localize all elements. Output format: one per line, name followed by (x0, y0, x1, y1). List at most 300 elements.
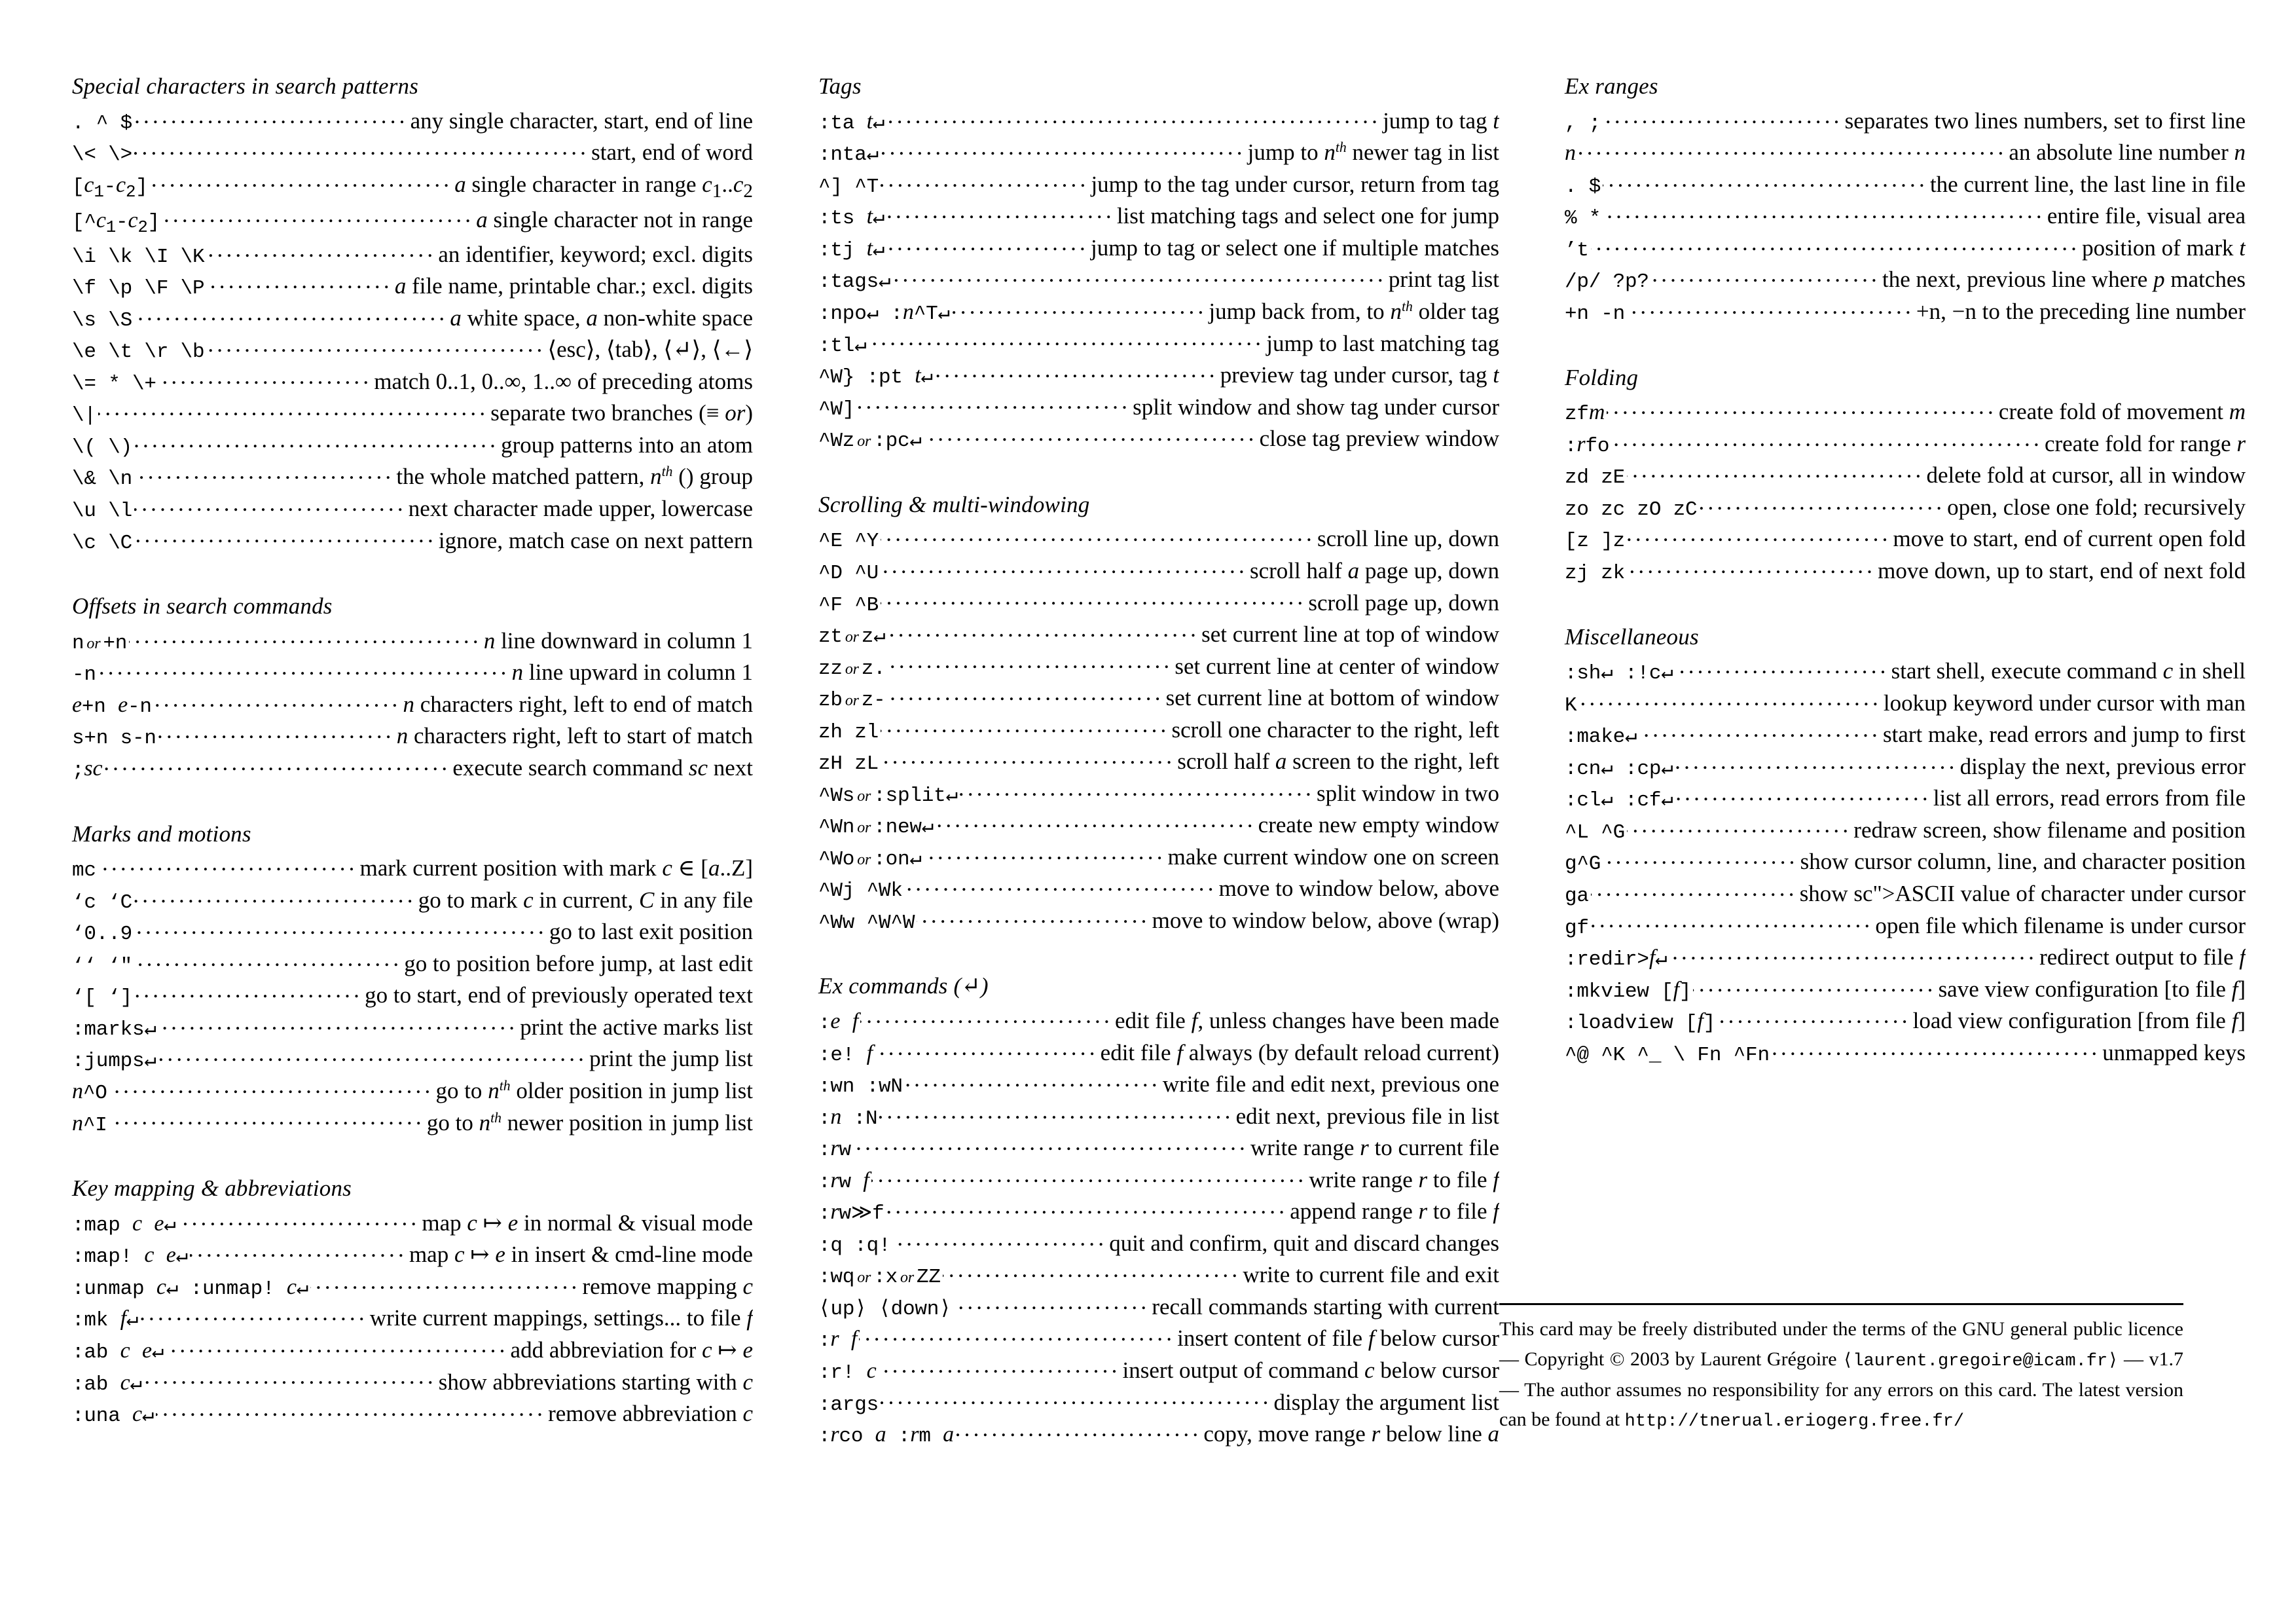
dot-leader (924, 841, 1166, 864)
dot-leader (1603, 200, 2045, 223)
command-entry (818, 328, 1499, 360)
dot-leader (881, 169, 1089, 192)
command-description: group patterns into an atom (501, 432, 753, 458)
dot-leader (886, 105, 1381, 128)
command-entry (818, 392, 1499, 424)
dot-leader (905, 1069, 1161, 1092)
dot-leader (162, 204, 474, 227)
command-keys: \c \C (72, 531, 133, 555)
command-keys: gf (1565, 916, 1589, 940)
dot-leader (144, 1367, 437, 1390)
command-entry (1565, 974, 2246, 1006)
command-keys: ‘c ‘C (72, 891, 133, 914)
command-description: map c ↦ e in insert & cmd-line mode (409, 1242, 753, 1268)
command-description: unmapped keys (2102, 1039, 2246, 1065)
dot-leader (879, 1355, 1121, 1378)
command-description: an absolute line number n (2009, 139, 2246, 166)
command-description: scroll half a page up, down (1249, 557, 1499, 583)
command-entry (1565, 719, 2246, 751)
dot-leader (134, 980, 363, 1003)
command-keys: :e! f (818, 1041, 873, 1067)
dot-leader (888, 651, 1173, 674)
dot-leader (206, 334, 545, 357)
command-keys: :mkview [f] (1565, 977, 1692, 1003)
command-description: jump to $n^{th}$ newer tag in list (1247, 139, 1499, 166)
command-entry (818, 587, 1499, 619)
command-keys: :make↵ (1565, 726, 1637, 749)
dot-leader (1675, 783, 1931, 805)
or-separator: or (857, 433, 871, 451)
command-keys: n or +n (72, 631, 128, 655)
dot-leader (924, 423, 1258, 446)
command-keys: /p/ ?p? (1565, 270, 1649, 294)
command-entry (818, 841, 1499, 874)
command-description: preview tag under cursor, tag t (1220, 362, 1499, 388)
command-keys: g^G (1565, 853, 1601, 876)
command-description: edit file f always (by default reload current) (1100, 1039, 1499, 1065)
command-description: add abbreviation for c ↦ e (510, 1337, 753, 1363)
command-entry (818, 1069, 1499, 1101)
dot-leader (917, 905, 1150, 928)
dot-leader (134, 461, 394, 484)
dot-leader (134, 430, 499, 452)
command-keys: :args (818, 1393, 879, 1416)
command-description: move down, up to start, end of next fold (1878, 557, 2246, 583)
command-keys: ga (1565, 885, 1589, 908)
dot-leader (881, 746, 1175, 769)
command-entry (72, 493, 753, 525)
command-keys: ^E ^Y (818, 530, 879, 553)
command-description: open, close one fold; recursively (1947, 494, 2246, 520)
command-entry (1565, 492, 2246, 524)
command-description: print tag list (1388, 267, 1499, 293)
command-entry (1565, 815, 2246, 847)
command-keys: ’t (1565, 238, 1589, 262)
command-description: jump to the tag under cursor, return from tag (1091, 171, 1499, 197)
command-keys: \| (72, 404, 96, 428)
command-keys: ^F ^B (818, 593, 879, 617)
command-description: a file name, printable char.; excl. digits (394, 273, 753, 299)
command-keys: :wn :wN (818, 1075, 903, 1099)
command-entry (818, 1418, 1499, 1450)
command-keys: :rw (818, 1136, 851, 1162)
command-entry (72, 105, 753, 138)
dot-leader (1578, 137, 2007, 160)
command-description: separates two lines numbers, set to first line (1844, 107, 2246, 134)
dot-leader (1591, 878, 1798, 901)
command-description: go to $n^{th}$ newer position in jump list (426, 1109, 753, 1135)
command-keys: :e f (818, 1009, 858, 1035)
command-description: split window in two (1316, 780, 1499, 806)
command-description: start, end of word (591, 139, 753, 166)
dot-leader (1627, 523, 1891, 546)
dot-leader (1639, 719, 1881, 742)
command-description: a single character not in range (476, 206, 753, 232)
command-entry (818, 1355, 1499, 1387)
dot-leader (1669, 942, 2038, 965)
dot-leader (953, 1291, 1150, 1314)
command-description: next character made upper, lowercase (408, 495, 753, 521)
command-entry (72, 625, 753, 657)
command-entry (72, 980, 753, 1012)
command-keys: :ts t↵ (818, 204, 885, 231)
command-entry (1565, 523, 2246, 555)
section-miscellaneous (1565, 623, 2246, 1069)
dot-leader (1603, 169, 1928, 192)
dot-leader (853, 1132, 1248, 1155)
command-entry (72, 169, 753, 204)
command-description: execute search command sc next (452, 754, 753, 781)
section-key-mapping-abbreviations (72, 1174, 753, 1430)
command-description: recall commands starting with current (1152, 1293, 1499, 1320)
command-entry (818, 714, 1499, 747)
author-email: ⟨laurent.gregoire@icam.fr⟩ (1842, 1351, 2119, 1371)
or-separator: or (857, 1269, 871, 1287)
command-entry (72, 1239, 753, 1271)
dot-leader (960, 778, 1315, 801)
command-description: move to start, end of current open fold (1893, 526, 2246, 552)
command-keys: :cn↵ :cp↵ (1565, 757, 1673, 781)
footer-line-3b: — v1.7 — The author assumes no (1499, 1348, 2184, 1401)
command-keys: ^Ws or :split↵ (818, 784, 958, 807)
command-keys: :tl↵ (818, 334, 867, 358)
footer-line-2a: general public licence — Copyright (1499, 1318, 2183, 1370)
footer-line-2b: 2003 by Laurent Grégoire (1624, 1348, 1837, 1370)
command-keys: n^O (72, 1079, 107, 1105)
command-entry (818, 264, 1499, 296)
dot-leader (154, 689, 401, 712)
command-keys: :r f (818, 1327, 858, 1353)
section-scrolling-multi-windowing (818, 490, 1499, 937)
command-keys: :wq or :x or ZZ (818, 1266, 941, 1289)
command-description: display the argument list (1273, 1389, 1499, 1415)
command-entry (72, 1335, 753, 1367)
command-entry (72, 657, 753, 689)
command-description: go to mark c in current, C in any file (418, 887, 753, 913)
command-description: +n, −n to the preceding line number (1916, 298, 2246, 324)
command-description: any single character, start, end of line (410, 107, 753, 134)
command-description: copy, move range r below line a (1203, 1421, 1499, 1447)
section-title: Scrolling & multi-windowing (818, 491, 1090, 517)
command-description: open file which filename is under cursor (1875, 912, 2246, 938)
command-entry (1565, 137, 2246, 169)
command-keys: \u \l (72, 499, 133, 523)
command-keys: zd zE (1565, 466, 1626, 490)
command-description: go to last exit position (549, 919, 753, 945)
command-description: write range r to current file (1250, 1135, 1499, 1161)
command-keys: \s \S (72, 308, 133, 332)
command-keys: :nta↵ (818, 143, 879, 167)
dot-leader (206, 270, 392, 293)
command-keys: -n (72, 663, 96, 687)
command-entry (1565, 264, 2246, 296)
command-description: go to $n^{th}$ older position in jump list (435, 1078, 753, 1104)
command-keys: ;sc (72, 756, 103, 782)
command-description: scroll one character to the right, left (1171, 716, 1499, 743)
dot-leader (140, 1302, 367, 1325)
command-keys: K (1565, 693, 1577, 717)
dot-leader (935, 360, 1218, 382)
command-entry (72, 239, 753, 271)
command-entry (72, 1043, 753, 1075)
command-entry (72, 366, 753, 398)
card-url[interactable]: http://tnerual.eriogerg.free.fr/ (1624, 1412, 1965, 1432)
command-entry (818, 651, 1499, 683)
dot-leader (1627, 555, 1876, 578)
command-keys: :npo↵ :n^T↵ (818, 299, 950, 325)
dot-leader (881, 555, 1248, 578)
command-description: redraw screen, show filename and position (1853, 817, 2246, 843)
command-description: the whole matched pattern, $n^{th}$ () group (396, 464, 753, 490)
command-description: write range r to file f (1309, 1166, 1499, 1192)
command-keys: :mk f↵ (72, 1306, 139, 1333)
command-keys: \( \) (72, 435, 133, 459)
dot-leader (98, 853, 358, 876)
dot-leader (1675, 751, 1958, 774)
command-entry (1565, 232, 2246, 265)
command-keys: ^Wo or :on↵ (818, 847, 922, 871)
command-keys: \= * \+ (72, 372, 156, 396)
dot-leader (859, 1323, 1175, 1346)
section-title: Miscellaneous (1565, 623, 1699, 650)
command-entry (72, 916, 753, 948)
dot-leader (1772, 1037, 2100, 1060)
command-entry (1565, 751, 2246, 783)
footer-line-5a: be found at (1531, 1409, 1625, 1431)
command-entry (818, 1132, 1499, 1164)
section-special-characters-in-search-patterns (72, 72, 753, 557)
dot-leader (158, 1012, 518, 1035)
command-keys: ^W] (818, 397, 855, 421)
command-keys: :ab c e↵ (72, 1338, 164, 1364)
command-keys: :cl↵ :cf↵ (1565, 789, 1673, 813)
command-entry (72, 303, 753, 335)
command-keys: zo zc zO zC (1565, 498, 1698, 521)
section-title: Special characters in search patterns (72, 73, 419, 99)
command-keys: ‘‘ ‘" (72, 954, 133, 978)
dot-leader (1591, 232, 2080, 255)
dot-leader (886, 200, 1114, 223)
command-entry (818, 682, 1499, 714)
command-keys: zH zL (818, 752, 879, 776)
dot-leader (1578, 688, 1882, 710)
command-entry (818, 200, 1499, 232)
dot-leader (881, 714, 1170, 737)
command-entry (818, 1259, 1499, 1291)
command-description: quit and confirm, quit and discard changes (1109, 1230, 1499, 1256)
section-title: Marks and motions (72, 821, 251, 847)
command-keys: :unmap c↵ :unmap! c↵ (72, 1274, 309, 1301)
section-offsets-in-search-commands (72, 592, 753, 784)
command-entry (72, 1075, 753, 1107)
command-description: match 0..1, 0..∞, 1..∞ of preceding atoms (374, 368, 753, 394)
command-keys: :una c↵ (72, 1402, 155, 1428)
dot-leader (881, 137, 1246, 160)
command-description: go to start, end of previously operated text (365, 982, 753, 1008)
command-entry (72, 137, 753, 169)
command-entry (818, 423, 1499, 455)
command-description: jump to tag t (1383, 107, 1499, 134)
dot-leader (98, 657, 510, 680)
command-keys: :marks↵ (72, 1018, 156, 1041)
or-separator: or (845, 629, 859, 646)
section-title: Offsets in search commands (72, 593, 333, 619)
dot-leader (104, 752, 450, 775)
dot-leader (206, 239, 436, 262)
section-folding (1565, 363, 2246, 587)
command-keys: \& \n (72, 468, 133, 491)
footer-line-1: This card may be freely distributed under the terms of the GNU (1499, 1318, 2005, 1340)
command-entry (1565, 783, 2246, 815)
card-column-2 (818, 72, 1499, 1450)
dot-leader (134, 493, 407, 516)
command-entry (1565, 105, 2246, 138)
command-entry (72, 1107, 753, 1139)
footer-divider (1499, 1303, 2183, 1305)
command-description: set current line at bottom of window (1165, 685, 1499, 711)
command-description: show abbreviations starting with c (438, 1369, 753, 1395)
dot-leader (178, 1208, 420, 1230)
command-description: entire file, visual area (2047, 203, 2246, 229)
command-keys: ^@ ^K ^_ \ Fn ^Fn (1565, 1043, 1770, 1067)
command-description: remove mapping c (582, 1273, 753, 1299)
dot-leader (881, 523, 1315, 546)
command-description: move to window below, above (wrap) (1152, 907, 1499, 933)
dot-leader (158, 366, 373, 389)
command-description: edit file f, unless changes have been made (1114, 1008, 1499, 1034)
dot-leader (875, 1037, 1099, 1060)
or-separator: or (845, 692, 859, 710)
command-entry (1565, 910, 2246, 942)
command-keys: :rw f (818, 1168, 869, 1194)
command-entry (72, 752, 753, 784)
command-description: jump back from, to $n^{th}$ older tag (1209, 298, 1499, 324)
or-separator: or (900, 1269, 914, 1287)
command-entry (818, 360, 1499, 392)
dot-leader (856, 392, 1131, 415)
command-entry (818, 873, 1499, 905)
command-keys: $[\^{}c_1-c_2]$ (72, 208, 160, 238)
dot-leader (1627, 460, 1924, 483)
dot-leader (156, 1398, 546, 1421)
command-description: list all errors, read errors from file (1933, 785, 2246, 811)
dot-leader (1603, 105, 1842, 128)
dot-leader (1607, 396, 1997, 419)
command-entry (72, 720, 753, 752)
command-description: the next, previous line where p matches (1882, 267, 2246, 293)
dot-leader (129, 625, 482, 648)
command-keys: :map c e↵ (72, 1211, 176, 1237)
command-keys: ^Ww ^W^W (818, 911, 915, 934)
command-description: show sc">ASCII value of character under cursor (1799, 881, 2246, 907)
dot-leader (134, 105, 409, 128)
command-keys: :ab c↵ (72, 1370, 142, 1396)
dot-leader (860, 1005, 1113, 1028)
command-description: position of mark t (2082, 234, 2246, 261)
command-description: move to window below, above (1218, 876, 1499, 902)
dot-leader (1627, 296, 1914, 319)
command-entry (818, 1164, 1499, 1196)
dot-leader (956, 1418, 1201, 1441)
command-description: save view configuration [to file f] (1938, 976, 2246, 1002)
or-separator: or (857, 787, 871, 805)
command-entry (818, 105, 1499, 138)
command-description: a single character in range $c_1..c_2$ (454, 171, 753, 202)
command-description: set current line at top of window (1201, 621, 1499, 648)
command-entry (72, 397, 753, 430)
command-description: redirect output to file f (2039, 944, 2246, 970)
command-keys: :q :q! (818, 1234, 891, 1257)
or-separator: or (857, 851, 871, 868)
command-entry (818, 778, 1499, 810)
command-entry (818, 1005, 1499, 1037)
command-keys: . ^ $ (72, 111, 133, 135)
command-keys: :redir>f↵ (1565, 946, 1667, 972)
command-description: write current mappings, settings... to file f (369, 1305, 753, 1331)
command-description: remove abbreviation c (548, 1401, 753, 1427)
footer-text (1499, 1314, 2183, 1435)
section-tags (818, 72, 1499, 455)
command-keys: \e \t \r \b (72, 341, 205, 364)
command-description: ignore, match case on next pattern (438, 527, 753, 553)
command-description: map c ↦ e in normal & visual mode (422, 1209, 753, 1236)
dot-leader (158, 720, 395, 743)
command-description: the current line, the last line in file (1929, 171, 2246, 197)
dot-leader (190, 1239, 407, 1262)
command-entry (818, 905, 1499, 937)
command-entry (818, 137, 1499, 169)
command-keys: zj zk (1565, 561, 1626, 585)
command-keys: :rfo (1565, 432, 1610, 458)
command-entry (818, 1291, 1499, 1323)
command-description: write to current file and exit (1243, 1262, 1499, 1288)
or-separator: or (857, 819, 871, 837)
dot-leader (134, 948, 402, 971)
dot-leader (158, 1043, 587, 1066)
command-description: display the next, previous error (1959, 753, 2246, 779)
command-entry (1565, 460, 2246, 492)
dot-leader (1675, 655, 1889, 678)
command-keys: ‘0..9 (72, 923, 133, 946)
command-description: create fold for range r (2044, 430, 2246, 456)
command-keys: :map! c e↵ (72, 1243, 189, 1269)
command-entry (818, 1196, 1499, 1228)
command-entry (1565, 1037, 2246, 1069)
command-entry (818, 1323, 1499, 1355)
command-description: a white space, a non-white space (450, 304, 753, 331)
dot-leader (881, 587, 1306, 610)
command-description: append range r to file f (1290, 1198, 1499, 1225)
command-description: insert content of file f below cursor (1177, 1325, 1499, 1352)
command-keys: [z ]z (1565, 530, 1626, 553)
command-entry (72, 853, 753, 885)
command-description: lookup keyword under cursor with man (1883, 690, 2246, 716)
command-keys: . $ (1565, 175, 1601, 198)
dot-leader (1717, 1005, 1911, 1028)
command-keys: :r! c (818, 1358, 877, 1384)
command-entry (1565, 555, 2246, 587)
dot-leader (1651, 264, 1880, 287)
command-keys: ^Wj ^Wk (818, 879, 903, 903)
command-keys: $[c_1-c_2]$ (72, 172, 148, 202)
footer-line-4: responsibility for any errors on this card. The latest version can (1499, 1378, 2183, 1431)
dot-leader (134, 916, 547, 939)
command-entry (1565, 655, 2246, 688)
command-description: scroll page up, down (1308, 589, 1499, 616)
dot-leader (892, 1228, 1107, 1251)
command-description: print the jump list (589, 1046, 753, 1072)
dot-leader (943, 1259, 1241, 1282)
